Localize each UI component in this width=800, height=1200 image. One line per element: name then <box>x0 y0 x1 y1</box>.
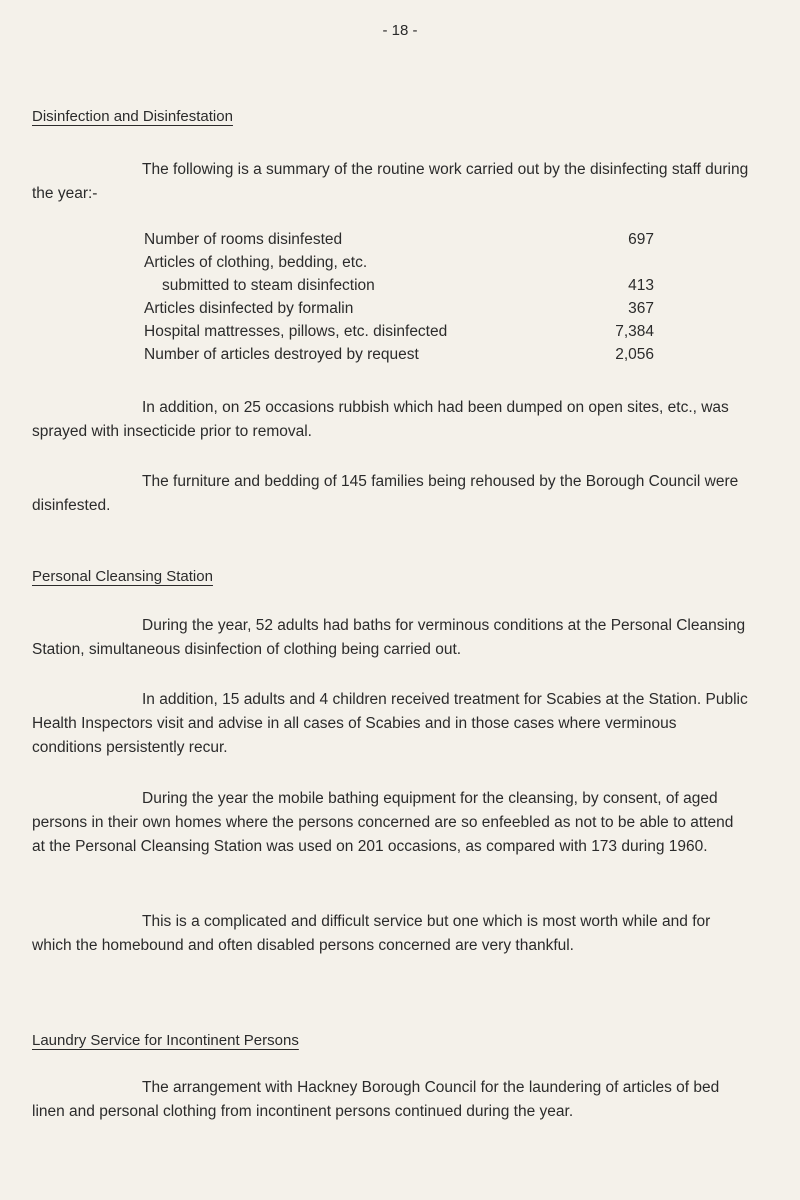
table-row <box>144 228 664 251</box>
row-value: 697 <box>628 231 654 248</box>
disinfection-intro-text: The following is a summary of the routine work carried out by the disinfecting staff during the year:- <box>32 161 749 202</box>
row-label: Hospital mattresses, pillows, etc. disinfected <box>144 323 448 340</box>
table-row <box>144 320 664 343</box>
paragraph-text: The arrangement with Hackney Borough Council for the laundering of articles of bed linen and personal clothing from incontinent persons continued during the year. <box>32 1079 720 1120</box>
table-row <box>144 274 664 297</box>
row-label: Articles disinfected by formalin <box>144 300 354 317</box>
page-number: - 18 - <box>382 22 418 39</box>
cleansing-paragraph-scabies <box>32 688 750 760</box>
row-value: 7,384 <box>615 323 654 340</box>
cleansing-paragraph-mobile-bathing <box>32 787 750 859</box>
disinfection-paragraph-furniture <box>32 470 750 518</box>
laundry-paragraph <box>32 1076 750 1124</box>
disinfection-intro <box>32 158 750 206</box>
paragraph-text: The furniture and bedding of 145 families being rehoused by the Borough Council were disinfested. <box>32 473 739 514</box>
paragraph-text: During the year the mobile bathing equipment for the cleansing, by consent, of aged persons in their own homes where the persons concerned are so enfeebled as not to be able to attend at the Personal Cleansing Station was used on 201 occasions, as compared with 173 during 1960. <box>32 790 734 855</box>
row-value: 367 <box>628 300 654 317</box>
disinfection-paragraph-insecticide <box>32 396 750 444</box>
row-value: 413 <box>628 277 654 294</box>
paragraph-text: This is a complicated and difficult service but one which is most worth while and for which the homebound and often disabled persons concerned are very thankful. <box>32 913 711 954</box>
table-row <box>144 251 664 274</box>
paragraph-text: During the year, 52 adults had baths for verminous conditions at the Personal Cleansing Station, simultaneous disinfection of clothing being carried out. <box>32 617 746 658</box>
table-row <box>144 343 664 366</box>
cleansing-paragraph-service <box>32 910 750 958</box>
section-heading-laundry: Laundry Service for Incontinent Persons <box>32 1032 299 1049</box>
disinfection-summary-table <box>144 228 664 366</box>
row-label: submitted to steam disinfection <box>162 277 375 294</box>
paragraph-text: In addition, on 25 occasions rubbish which had been dumped on open sites, etc., was sprayed with insecticide prior to removal. <box>32 399 729 440</box>
table-row <box>144 297 664 320</box>
section-heading-cleansing-station: Personal Cleansing Station <box>32 568 213 585</box>
cleansing-paragraph-baths <box>32 614 750 662</box>
row-label: Articles of clothing, bedding, etc. <box>144 254 368 271</box>
row-label: Number of articles destroyed by request <box>144 346 419 363</box>
paragraph-text: In addition, 15 adults and 4 children received treatment for Scabies at the Station. Public Health Inspectors visit and advise in all cases of Scabies and in those cases where verminous conditions persistently recur. <box>32 691 748 756</box>
section-heading-disinfection: Disinfection and Disinfestation <box>32 108 233 125</box>
row-value: 2,056 <box>615 346 654 363</box>
row-label: Number of rooms disinfested <box>144 231 343 248</box>
